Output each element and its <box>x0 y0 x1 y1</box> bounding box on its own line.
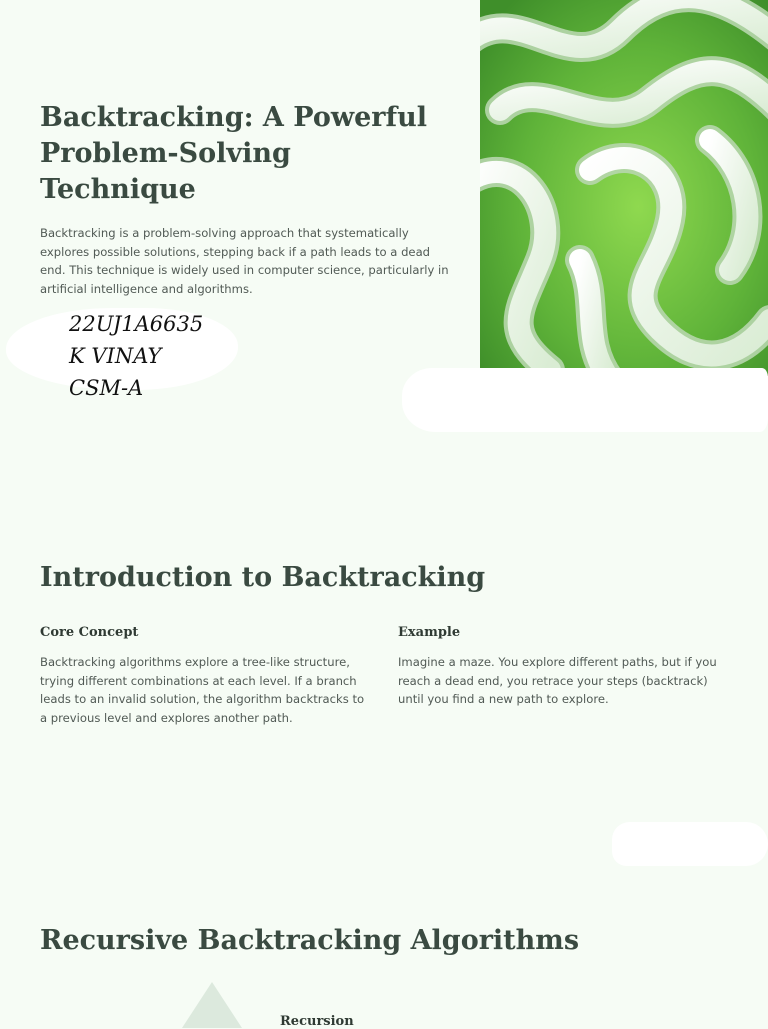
example-text: Imagine a maze. You explore different paths, but if you reach a dead end, you retrace your steps (backtrack) until you find a new path to explore. <box>398 655 717 707</box>
section-title: Introduction to Backtracking <box>40 562 486 593</box>
white-patch <box>612 822 768 866</box>
handwritten-roll-number: 22UJ1A6635 <box>69 312 204 336</box>
slide-title: Backtracking: A Powerful Problem-Solving Technique <box>40 102 428 205</box>
handwritten-name: K VINAY <box>69 344 162 368</box>
example-heading: Example <box>398 625 461 640</box>
handwritten-section: CSM-A <box>69 376 144 400</box>
recursion-label: Recursion <box>280 1014 354 1029</box>
maze-image <box>480 0 768 376</box>
core-concept-text: Backtracking algorithms explore a tree-like structure, trying different combinations at each level. If a branch leads to an invalid solution, the algorithm backtracks to a previous level and explores another path. <box>40 655 365 725</box>
white-patch <box>402 368 768 432</box>
core-concept-heading: Core Concept <box>40 625 139 640</box>
triangle-shape <box>182 982 242 1028</box>
section-title-recursive: Recursive Backtracking Algorithms <box>40 925 580 956</box>
slide-description: Backtracking is a problem-solving approach that systematically explores possible solutions, stepping back if a path leads to a dead end. This technique is widely used in computer science, particularly in artificial intelligence and algorithms. <box>40 226 449 297</box>
